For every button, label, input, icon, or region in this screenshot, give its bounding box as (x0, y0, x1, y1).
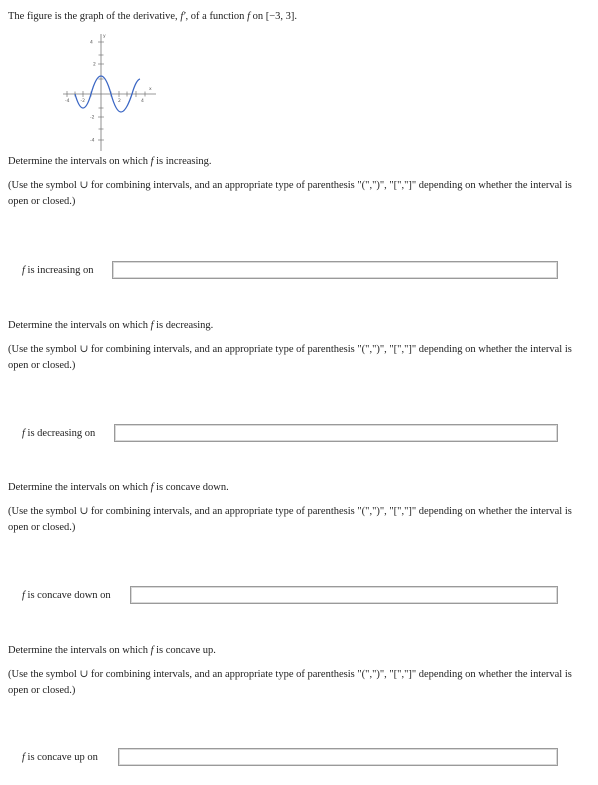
increasing-answer-input[interactable] (112, 261, 558, 279)
intro-suffix: on [−3, 3]. (249, 11, 298, 22)
question-suffix: is concave down. (153, 482, 229, 493)
label-suffix: is concave down on (24, 590, 111, 601)
y-tick-label: 4 (90, 40, 93, 46)
question-prefix: Determine the intervals on which (8, 320, 151, 331)
f-symbol: f (247, 11, 250, 22)
question-suffix: is increasing. (153, 156, 212, 167)
f-symbol: f (22, 265, 25, 276)
f-symbol: f (22, 590, 25, 601)
instruction-note: (Use the symbol ∪ for combining intervals, and an appropriate type of parenthesis "(",")", "[","]" depending on whether the interval is open or closed.) (8, 506, 572, 533)
instruction-note: (Use the symbol ∪ for combining intervals, and an appropriate type of parenthesis "(",")", "[","]" depending on whether the interval is open or closed.) (8, 344, 572, 371)
instruction-note: (Use the symbol ∪ for combining intervals, and an appropriate type of parenthesis "(",")", "[","]" depending on whether the interval is open or closed.) (8, 669, 572, 696)
answer-row-concave-down (8, 586, 568, 608)
question-suffix: is decreasing. (153, 320, 214, 331)
f-symbol: f (150, 156, 154, 167)
f-symbol: f (150, 645, 154, 656)
answer-label-concave-up (22, 752, 98, 763)
y-tick-label: -4 (90, 138, 95, 144)
concave-down-section (8, 482, 578, 601)
question-increasing (8, 156, 578, 167)
decreasing-section (8, 320, 578, 439)
answer-row-increasing (8, 261, 568, 283)
x-tick-label: -2 (80, 99, 85, 104)
x-tick-label: 4 (141, 99, 144, 104)
question-prefix: Determine the intervals on which (8, 482, 151, 493)
increasing-section (8, 156, 578, 276)
answer-label-decreasing (22, 428, 95, 439)
f-symbol: f (22, 752, 25, 763)
instruction-note: (Use the symbol ∪ for combining intervals, and an appropriate type of parenthesis "(",")", "[","]" depending on whether the interval is open or closed.) (8, 180, 572, 207)
y-tick-label: 2 (93, 62, 96, 68)
intro-prefix: The figure is the graph of the derivative, (8, 11, 181, 22)
answer-row-decreasing (8, 424, 568, 446)
question-concave-up (8, 645, 578, 656)
question-suffix: is concave up. (153, 645, 216, 656)
question-decreasing (8, 320, 578, 331)
y-tick-label: -2 (90, 115, 95, 121)
answer-label-increasing (22, 265, 93, 276)
f-symbol: f (22, 428, 25, 439)
problem-statement (8, 11, 297, 22)
x-axis-label: x (149, 87, 152, 92)
x-tick-label: -4 (65, 99, 70, 104)
concave-down-answer-input[interactable] (130, 586, 558, 604)
concave-up-section (8, 645, 578, 763)
derivative-graph (60, 28, 160, 153)
concave-up-answer-input[interactable] (118, 748, 558, 766)
decreasing-answer-input[interactable] (114, 424, 558, 442)
label-suffix: is concave up on (24, 752, 98, 763)
y-axis-label: y (103, 34, 106, 39)
answer-row-concave-up (8, 748, 568, 770)
answer-label-concave-down (22, 590, 111, 601)
fprime-symbol: f′ (180, 11, 186, 22)
f-symbol: f (150, 320, 154, 331)
x-tick-label: 2 (118, 99, 121, 104)
f-symbol: f (150, 482, 154, 493)
question-prefix: Determine the intervals on which (8, 645, 151, 656)
label-suffix: is increasing on (24, 265, 94, 276)
intro-middle: , of a function (185, 11, 248, 22)
question-prefix: Determine the intervals on which (8, 156, 151, 167)
label-suffix: is decreasing on (24, 428, 96, 439)
question-concave-down (8, 482, 578, 493)
